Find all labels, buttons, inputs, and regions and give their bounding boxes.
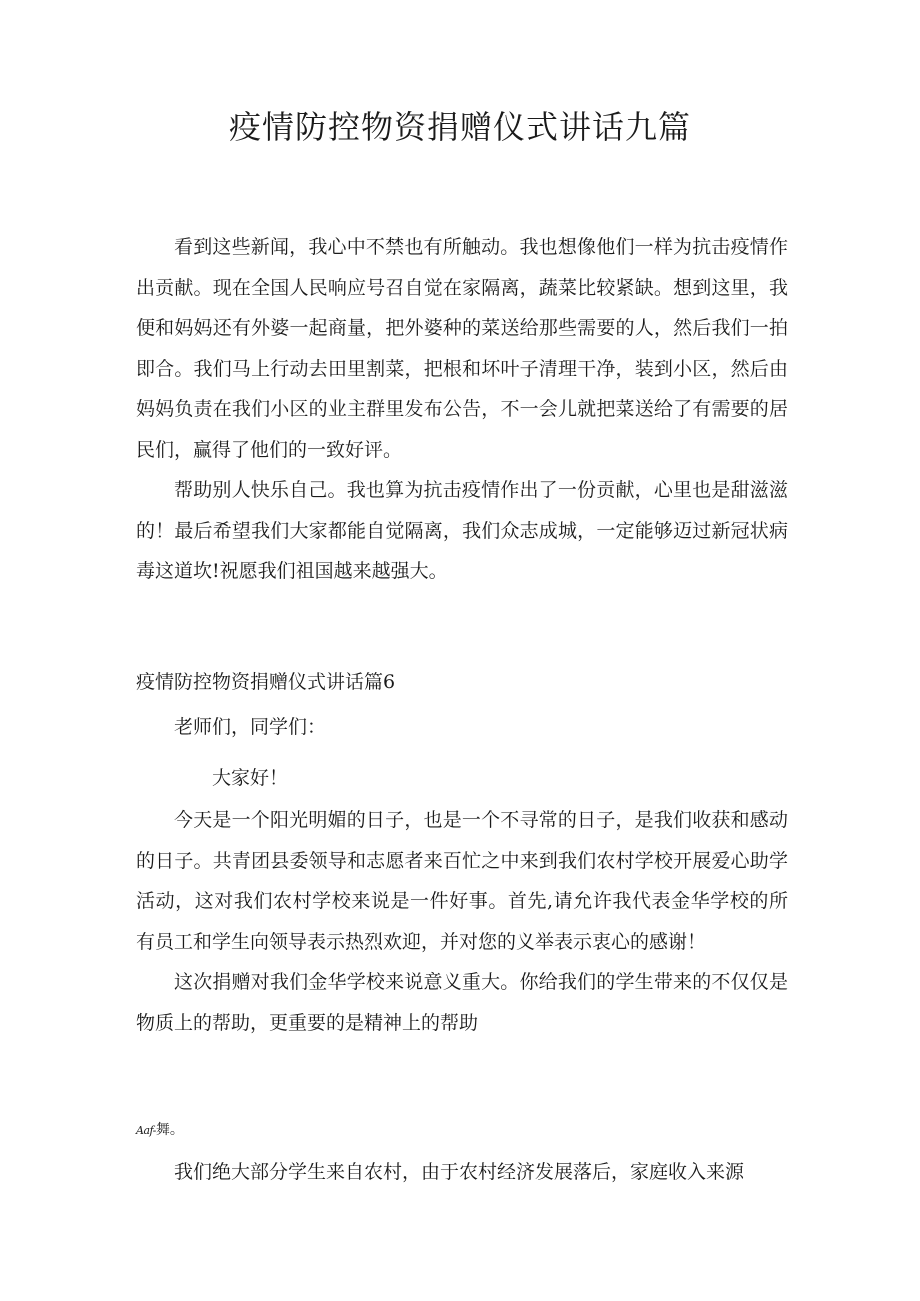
body-block-3 xyxy=(136,758,788,799)
artifact-char: 舞。 xyxy=(155,1122,184,1138)
paragraph-3: 今天是一个阳光明媚的日子，也是一个不寻常的日子，是我们收获和感动的日子。共青团县委领导和志愿者来百忙之中来到我们农村学校开展爱心助学活动，这对我们农村学校来说是一件好事。首先,请允许我代表金华学校的所有员工和学生向领导表示热烈欢迎，并对您的义举表示衷心的感谢！ xyxy=(136,809,788,953)
body-block-4 xyxy=(136,800,788,1043)
body-block-2 xyxy=(136,707,788,748)
artifact-text xyxy=(136,1123,788,1138)
body-block-5 xyxy=(136,1152,788,1193)
artifact-line xyxy=(136,1123,788,1138)
document-title: 疫情防控物资捐赠仪式讲话九篇 xyxy=(228,108,691,146)
paragraph-2: 帮助别人快乐自己。我也算为抗击疫情作出了一份贡献，心里也是甜滋滋的！最后希望我们大家都能自觉隔离，我们众志成城，一定能够迈过新冠状病毒这道坎!祝愿我们祖国越来越强大。 xyxy=(136,479,788,582)
body-block-1 xyxy=(136,227,788,592)
salutation: 老师们，同学们： xyxy=(174,716,327,738)
paragraph-4: 这次捐赠对我们金华学校来说意义重大。你给我们的学生带来的不仅仅是物质上的帮助，更重要的是精神上的帮助 xyxy=(136,971,788,1034)
paragraph-1: 看到这些新闻，我心中不禁也有所触动。我也想像他们一样为抗击疫情作出贡献。现在全国人民响应号召自觉在家隔离，蔬菜比较紧缺。想到这里，我便和妈妈还有外婆一起商量，把外婆种的菜送给那些需要的人，然后我们一拍即合。我们马上行动去田里割菜，把根和坏叶子清理干净，装到小区，然后由妈妈负责在我们小区的业主群里发布公告，不一会儿就把菜送给了有需要的居民们，赢得了他们的一致好评。 xyxy=(136,236,788,461)
paragraph-5: 我们绝大部分学生来自农村，由于农村经济发展落后，家庭收入来源 xyxy=(174,1161,745,1183)
section-heading-block xyxy=(136,662,788,703)
artifact-small: Aaf- xyxy=(136,1124,156,1137)
greeting: 大家好！ xyxy=(212,767,289,789)
section-heading: 疫情防控物资捐赠仪式讲话篇6 xyxy=(136,671,396,693)
